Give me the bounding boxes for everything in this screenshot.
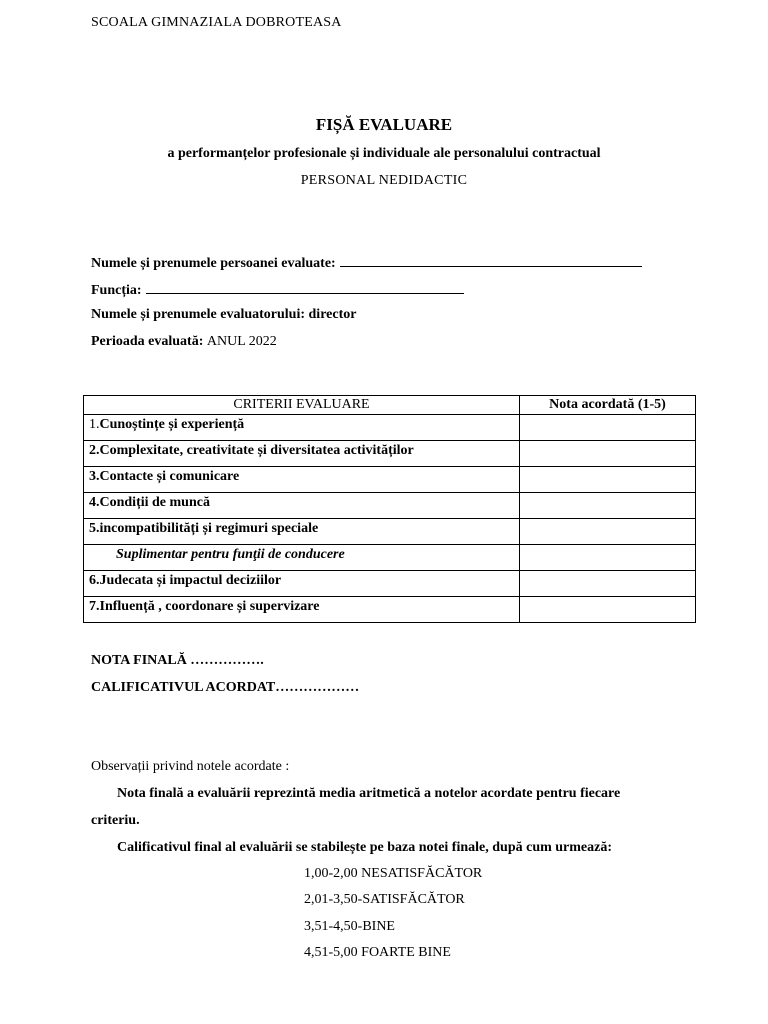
observations-title: Observații privind notele acordate :	[91, 759, 290, 774]
grade-cell[interactable]	[520, 519, 696, 545]
document-title: FIȘĂ EVALUARE	[315, 115, 453, 134]
period-value: ANUL 2022	[206, 334, 277, 349]
evaluator-label: Numele și prenumele evaluatorului:	[91, 307, 306, 322]
criteria-label: Judecata și impactul deciziilor	[99, 573, 282, 588]
function-label: Funcția:	[91, 283, 142, 298]
grade-cell[interactable]	[520, 493, 696, 519]
grade-cell[interactable]	[520, 545, 696, 571]
grade-header: Nota acordată (1-5)	[520, 396, 696, 415]
evaluated-person-blank[interactable]	[340, 254, 642, 267]
grade-cell[interactable]	[520, 597, 696, 623]
document-subtitle: a performanțelor profesionale și individuale ale personalului contractual	[167, 146, 601, 161]
criteria-label: Suplimentar pentru funţii de conducere	[116, 547, 345, 562]
observation-paragraph-1-cont: criteriu.	[91, 813, 140, 828]
criteria-label: Condiții de muncă	[99, 495, 210, 510]
final-grade: NOTA FINALĂ …………….	[91, 653, 264, 668]
supplementary-heading	[84, 545, 520, 571]
grade-cell[interactable]	[520, 571, 696, 597]
function-field	[91, 281, 464, 299]
criteria-cell	[84, 519, 520, 545]
table-row	[84, 493, 696, 519]
scale-item: 3,51-4,50-BINE	[304, 919, 395, 934]
criteria-cell	[84, 467, 520, 493]
criteria-label: Complexitate, creativitate și diversitatea activităților	[99, 443, 414, 458]
criteria-number: 7.	[89, 599, 100, 614]
criteria-number: 3.	[89, 469, 100, 484]
criteria-header: CRITERII EVALUARE	[84, 396, 520, 415]
observation-paragraph-1: Nota finală a evaluării reprezintă media aritmetică a notelor acordate pentru fiecare	[117, 786, 621, 801]
observation-paragraph-2: Calificativul final al evaluării se stabilește pe baza notei finale, după cum urmează:	[117, 840, 613, 855]
criteria-cell	[84, 415, 520, 441]
criteria-label: Influență , coordonare și supervizare	[99, 599, 320, 614]
table-row-supplementary	[84, 545, 696, 571]
criteria-number: 5.	[89, 521, 100, 536]
criteria-number: 6.	[89, 573, 100, 588]
table-row	[84, 467, 696, 493]
grade-cell[interactable]	[520, 415, 696, 441]
table-row	[84, 519, 696, 545]
criteria-number: 4.	[89, 495, 100, 510]
criteria-cell	[84, 441, 520, 467]
scale-item: 2,01-3,50-SATISFĂCĂTOR	[304, 892, 465, 907]
staff-category: PERSONAL NEDIDACTIC	[300, 173, 468, 188]
criteria-number: 2.	[89, 443, 100, 458]
evaluator-value: director	[308, 307, 357, 322]
period-label: Perioada evaluată:	[91, 334, 204, 349]
evaluated-person-label: Numele și prenumele persoanei evaluate:	[91, 256, 336, 271]
criteria-table	[83, 395, 696, 623]
evaluator-field	[91, 307, 356, 323]
period-field	[91, 334, 277, 350]
criteria-label: Contacte și comunicare	[99, 469, 240, 484]
evaluated-person-field	[91, 254, 642, 272]
scale-item: 1,00-2,00 NESATISFĂCĂTOR	[304, 866, 483, 881]
criteria-number: 1.	[89, 417, 100, 432]
final-qualification: CALIFICATIVUL ACORDAT………………	[91, 680, 360, 695]
table-header-row	[84, 396, 696, 415]
criteria-label: Cunoștințe și experiență	[99, 417, 245, 432]
criteria-cell	[84, 571, 520, 597]
table-row	[84, 571, 696, 597]
criteria-cell	[84, 597, 520, 623]
criteria-cell	[84, 493, 520, 519]
criteria-label: incompatibilități și regimuri speciale	[99, 521, 319, 536]
table-row	[84, 597, 696, 623]
school-name: SCOALA GIMNAZIALA DOBROTEASA	[91, 15, 342, 30]
grade-cell[interactable]	[520, 441, 696, 467]
table-row	[84, 415, 696, 441]
grade-cell[interactable]	[520, 467, 696, 493]
function-blank[interactable]	[146, 281, 464, 294]
scale-item: 4,51-5,00 FOARTE BINE	[304, 945, 451, 960]
table-row	[84, 441, 696, 467]
